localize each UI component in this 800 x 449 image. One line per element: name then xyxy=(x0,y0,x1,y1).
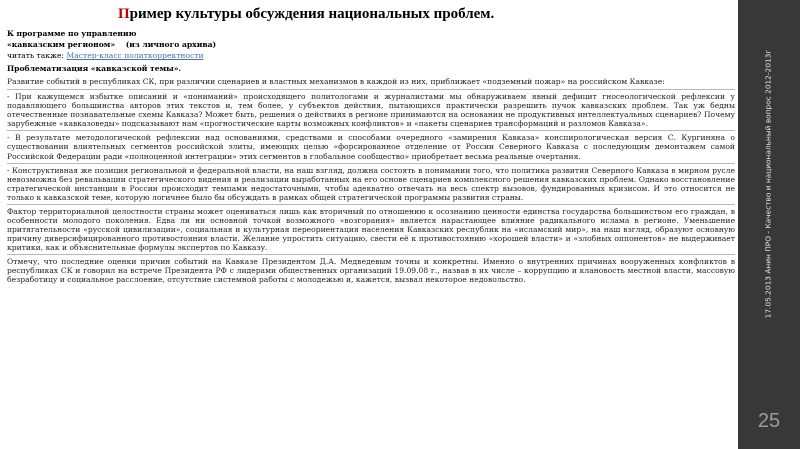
paragraph: - В результате методологической рефлексии над основаниями, средствами и способами очередного «замирения Кавказа» конспирологическая версия С. Кургиняна о существовании влиятельных сегментов российской элиты, имеющих целью «форсированное отделение от России Северного Кавказа с последующим демонтажем самой Российской Федерации ради «полноценной интеграции» этих сегментов в глобальное сообщество» приобретает весьма реальные очертания. xyxy=(7,133,735,161)
archive-note: (из личного архива) xyxy=(125,40,217,50)
slide-content xyxy=(7,29,735,284)
paragraph-intro: Развитие событий в республиках СК, при различии сценариев и властных механизмов в каждой из них, приближает «подземный пожар» на российском Кавказе: xyxy=(7,77,665,87)
paragraph-block xyxy=(7,130,735,160)
sidebar-caption: 17.05.2013 Анин ПРО - Качество и национальный вопрос 2012-2013г xyxy=(763,49,773,319)
paragraph-block xyxy=(7,89,735,128)
meta-block xyxy=(7,29,735,60)
title-text: ример культуры обсуждения национальных проблем. xyxy=(129,6,495,22)
see-also-line xyxy=(7,51,735,60)
problem-heading: Проблематизация «кавказской темы». xyxy=(7,64,182,74)
paragraph-block xyxy=(7,204,735,252)
title-initial-letter: П xyxy=(118,6,130,22)
region-text: «кавказским регионом» xyxy=(7,40,116,50)
paragraph: Отмечу, что последние оценки причин событий на Кавказе Президентом Д.А. Медведевым точны и конкретны. Именно о внутренних причинах вооруженных конфликтов в республиках СК и говорил на встрече Президента РФ с лидерами общественных организаций 19.09.08 г., назвав в их числе – коррупцию и клановость местной власти, массовую безработицу и социальное расслоение, отсутствие системной работы с молодежью и, кажется, вызвал некоторое недовольство. xyxy=(7,256,735,285)
paragraph: Фактор территориальной целостности страны может оцениваться лишь как вторичный по отношению к осознанию ценности единства государства большинством его граждан, в особенности молодого поколения. Едва ли ни основной точкой возможного «возгорания» является нарастающее влияние радикального ислама в регионе. Уменьшение притягательности «русской цивилизации», социальная и культурная переориентация населения Кавказских республик на «исламский мир», на наш взгляд, образуют основную причину диверсифицированного противостояния власти. Желание упростить ситуацию, свести её к противостоянию «хорошей власти» и «злобных оппонентов» не выдерживает критики, как и объяснительные формулы экспертов по Кавказу. xyxy=(7,206,735,252)
paragraph: - При кажущемся избытке описаний и «пониманий» происходящего политологами и журналистами мы обнаруживаем явный дефицит гносеологической рефлексии у подавляющего большинства авторов этих текстов и, тем более, у субъектов действия, пытающихся практически разрешить пучок кавказских проблем. Так уж бедны отечественные познавательные схемы Кавказа? Может быть, решения о действиях в регионе принимаются на основании не продуктивных интеллектуальных сценариев? Почему зарубежные «кавказоведы» подсказывают нам «прогностические карты возможных конфликтов» и «пакеты сценариев трансформаций и разломов Кавказа». xyxy=(7,92,735,129)
program-line: К программе по управлению xyxy=(7,29,137,38)
region-line xyxy=(7,40,735,49)
paragraph-block xyxy=(7,254,735,284)
see-also-label: читать также: xyxy=(7,51,65,61)
paragraph-block xyxy=(7,163,735,202)
page-number: 25 xyxy=(757,410,781,432)
sidebar xyxy=(738,0,800,449)
paragraph: - Конструктивная же позиция региональной и федеральной власти, на наш взгляд, должна состоять в понимании того, что политика развития Северного Кавказа в мирном русле невозможна без ревальвации стратегического видения и реализации выработанных на его основе сценариев комплексного решения кавказских проблем. Однако восстановление стратегической инстанции в России происходит темпами недостаточными, чтобы адекватно отвечать на весь спектр вызовов, фундированных кризисом. И это относится не только к кавказской теме, которую логичнее было бы обсуждать в рамках общей стратегической программы развития страны. xyxy=(7,165,735,202)
master-class-link[interactable]: Мастер-класс политкорректности xyxy=(66,51,204,61)
slide-title xyxy=(118,6,494,23)
